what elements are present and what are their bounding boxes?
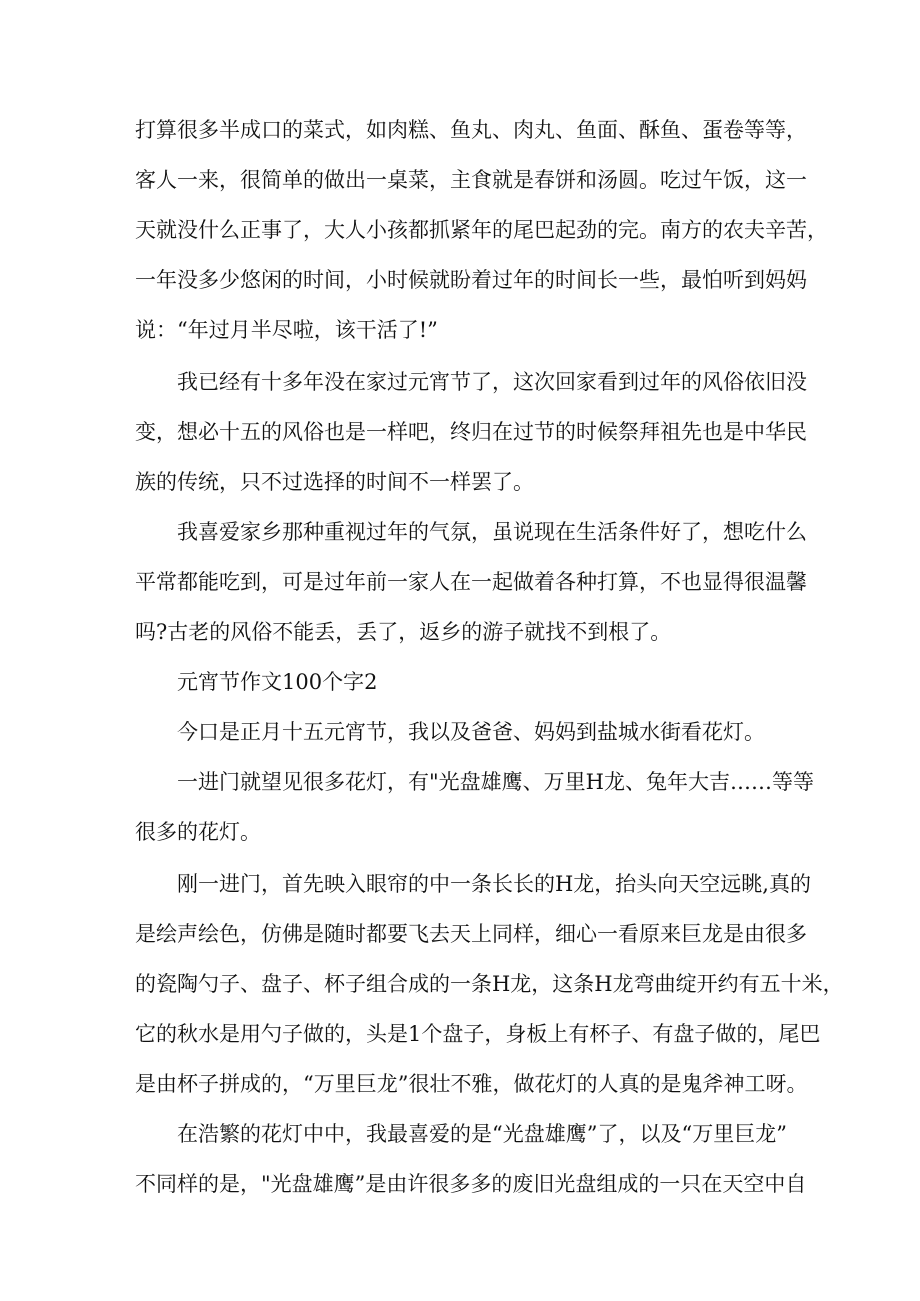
text-line-16: 刚一进门，首先映入眼帘的中一条长长的H龙，抬头向天空远眺,真的	[177, 872, 811, 896]
text-line-9: 我喜爱家乡那种重视过年的气氛，虽说现在生活条件好了，想吃什么	[177, 520, 807, 544]
text-line-21: 在浩繁的花灯中中，我最喜爱的是“光盘雄鹰”了，以及“万里巨龙”	[177, 1122, 787, 1146]
text-line-5: 说：“年过月半尽啦，该干活了!”	[135, 318, 438, 342]
text-line-8: 族的传统，只不过选择的时间不一样罢了。	[135, 470, 534, 494]
text-line-10: 平常都能吃到，可是过年前一家人在一起做着各种打算，不也显得很温馨	[135, 570, 807, 594]
text-line-6: 我已经有十多年没在家过元宵节了，这次回家看到过年的风俗依旧没	[177, 370, 807, 394]
text-line-3: 天就没什么正事了，大人小孩都抓紧年的尾巴起劲的完。南方的农夫辛苦，	[135, 218, 828, 242]
text-line-11: 吗?古老的风俗不能丢，丢了，返乡的游子就找不到根了。	[135, 620, 672, 644]
text-line-7: 变，想必十五的风俗也是一样吧，终归在过节的时候祭拜祖先也是中华民	[135, 420, 807, 444]
text-line-20: 是由杯子拼成的，“万里巨龙”很壮不雅，做花灯的人真的是鬼斧神工呀。	[135, 1072, 808, 1096]
text-line-13: 今口是正月十五元宵节，我以及爸爸、妈妈到盐城水街看花灯。	[177, 720, 765, 744]
text-line-2: 客人一来，很简单的做出一桌菜，主食就是春饼和汤圆。吃过午饭，这一	[135, 168, 807, 192]
section-heading: 元宵节作文100个字2	[177, 670, 378, 694]
text-line-22: 不同样的是，"光盘雄鹰”是由许很多多的废旧光盘组成的一只在天空中自	[135, 1172, 807, 1196]
text-line-4: 一年没多少悠闲的时间，小时候就盼着过年的时间长一些，最怕听到妈妈	[135, 268, 807, 292]
text-line-18: 的瓷陶勺子、盘子、杯子组合成的一条H龙，这条H龙弯曲绽开约有五十米，	[135, 972, 844, 996]
text-line-14: 一进门就望见很多花灯，有"光盘雄鹰、万里H龙、兔年大吉……等等	[177, 770, 814, 794]
text-line-17: 是绘声绘色，仿佛是随时都要飞去天上同样，细心一看原来巨龙是由很多	[135, 922, 807, 946]
text-line-1: 打算很多半成口的菜式，如肉糕、鱼丸、肉丸、鱼面、酥鱼、蛋卷等等，	[135, 118, 807, 142]
text-line-19: 它的秋水是用勺子做的，头是1个盘子，身板上有杯子、有盘子做的，尾巴	[135, 1022, 821, 1046]
text-line-15: 很多的花灯。	[135, 820, 261, 844]
